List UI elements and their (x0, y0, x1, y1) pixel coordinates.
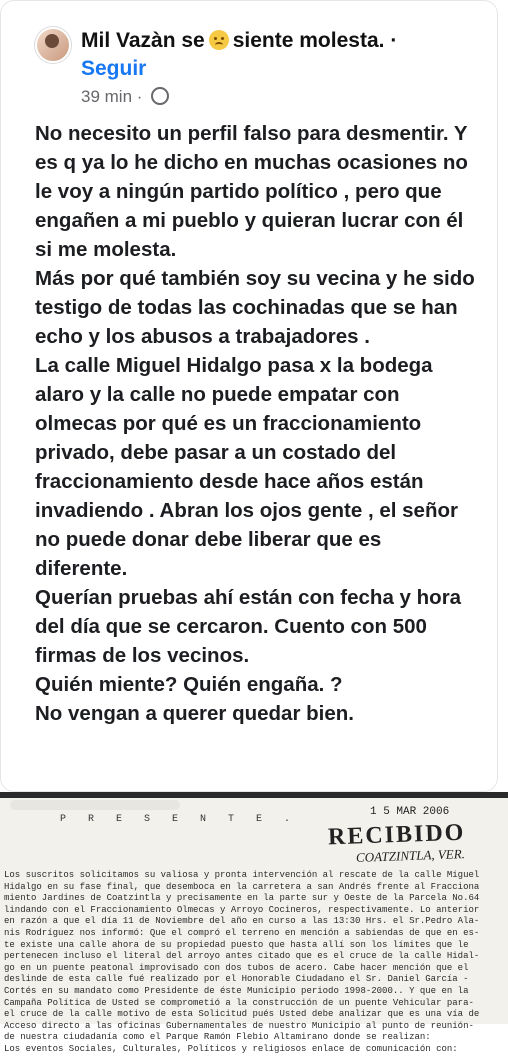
post-paragraph: Querían pruebas ahí están con fecha y hora del día que se cercaron. Cuento con 500 firmas de los vecinos. (35, 586, 462, 667)
attached-document-photo[interactable] (0, 792, 508, 1054)
document-body: Los suscritos solicitamos su valiosa y pronta intervención al rescate de la calle Miguel Hidalgo en su fase final, que desemboca en la carretera a san Andrés frente al Fracciona miento Jardines de Coatzintla y precisamente en la parte sur y Oeste de la Parcela No.64 lindando con el Fraccionamiento Olmecas y Arroyo Cocineros, respectivamente. Lo anterior en razón a que el día 11 de Noviembre del año en curso a las 13:30 Hrs. el Sr.Pedro Ala- nis Rodríguez nos informó: Que el compró el terreno en mención a sabiendas de que en es- te existe una calle ahora de su propiedad puesto que hasta allí son los límites que le pertenecen incluso el literal del arroyo antes citado que es el cruce de la calle Hidal- go en un puente peatonal improvisado con dos tubos de acero. Cabe hacer mención que el deslinde de esta calle fué realizado por el Honorable Ciudadano el Sr. Daniel García - Cortés en su mandato como Presidente de éste Municipio periodo 1998-2000.. Y que en la Campaña Política de Usted se comprometió a la construcción de un puente Vehicular para- el cruce de la calle motivo de esta Solicitud pués Usted debe analizar que es una vía de Acceso directo a las oficinas Gubernamentales de nuestro Municipio al punto de reunión- de nuestra ciudadanía como el Parque Ramón Flebio Altamirano donde se realizan: Los eventos Sociales, Culturales, Políticos y religiosos enlace de comunicación con: (4, 870, 480, 1054)
feeling-verb: se (181, 29, 205, 52)
follow-button[interactable]: Seguir (81, 57, 147, 80)
document-date-stamp: 1 5 MAR 2006 (370, 806, 450, 818)
redacted-area (10, 800, 180, 810)
received-stamp-location: COATZINTLA, VER. (355, 846, 466, 865)
post-paragraph: No necesito un perfil falso para desmentir. Y es q ya lo he dicho en muchas ocasiones no le voy a ningún partido político , pero que engañen a mi pueblo y quieran lucrar con él si me molesta. (35, 122, 468, 261)
feeling-text: siente molesta. (232, 29, 385, 52)
post-paragraph: Quién miente? Quién engaña. ? (35, 673, 343, 696)
document-heading: P R E S E N T E . (60, 814, 299, 825)
author-avatar[interactable] (35, 27, 71, 63)
document-edge (0, 792, 508, 798)
post-time[interactable]: 39 min (81, 87, 133, 106)
post-meta (81, 87, 169, 107)
post-paragraph: Más por qué también soy su vecina y he sido testigo de todas las cochinadas que se han echo y los abusos a trabajadores . (35, 267, 475, 348)
post-header (81, 29, 397, 53)
post-body (35, 119, 479, 728)
received-stamp: RECIBIDO (327, 819, 466, 851)
post-paragraph: La calle Miguel Hidalgo pasa x la bodega alaro y la calle no puede empatar con olmecas por qué es un fraccionamiento privado, debe pasar a un costado del fraccionamiento desde hace años están invadiendo . Abran los ojos gente , el señor no puede donar debe liberar que es diferente. (35, 354, 458, 580)
author-name[interactable]: Mil Vazàn (81, 29, 176, 52)
globe-icon (151, 87, 169, 105)
post-paragraph: No vengan a querer quedar bien. (35, 702, 354, 725)
header-separator: · (390, 29, 398, 52)
upset-face-icon (209, 30, 229, 50)
meta-separator: · (136, 87, 143, 106)
